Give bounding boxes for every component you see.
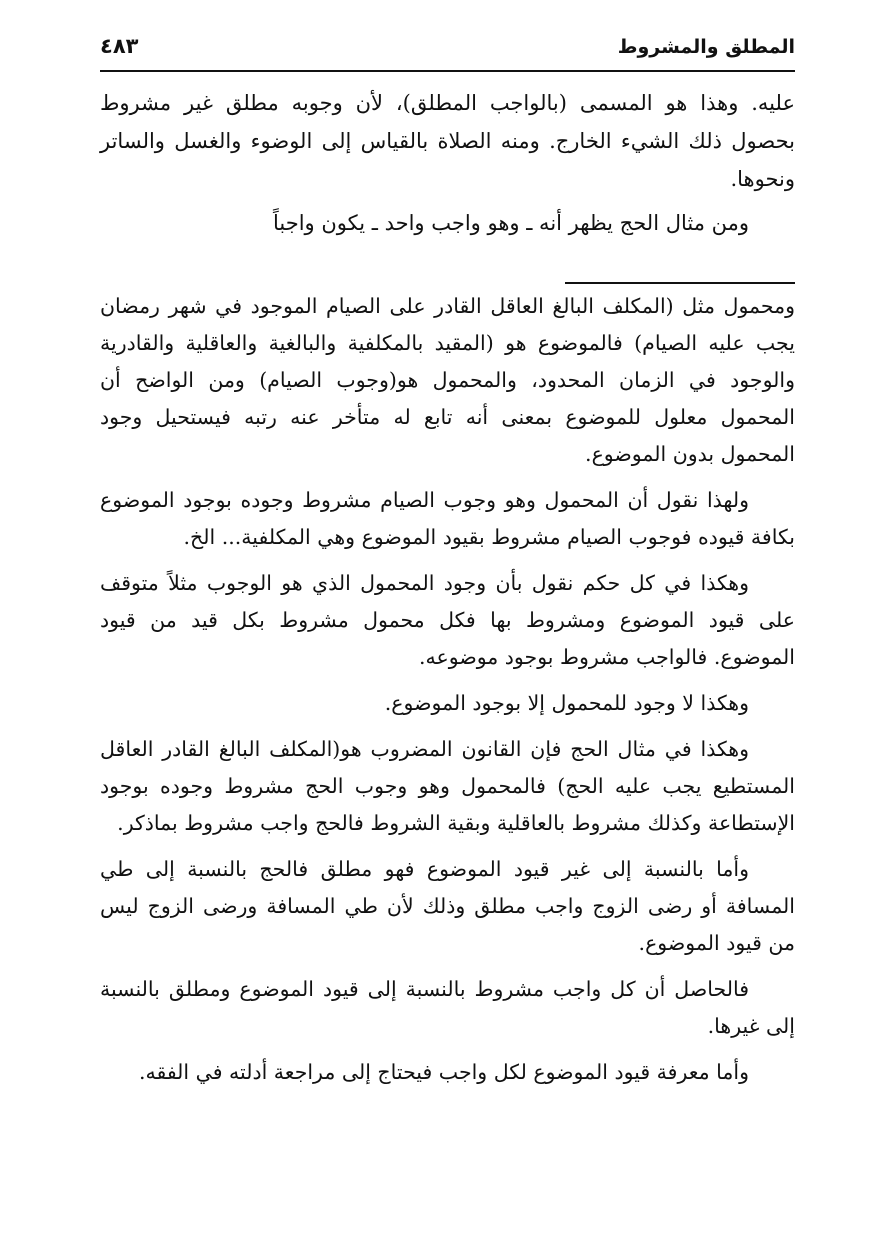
footnote-paragraph: ومحمول مثل (المكلف البالغ العاقل القادر على الصيام الموجود في شهر رمضان يجب عليه الصيام) فالموضوع هو (المقيد بالمكلفية والبالغية والعاقلية والقادرية والوجود في الزمان المحدود، والمحمول هو(وجوب الصيام) ومن الواضح أن المحمول معلول للموضوع بمعنى أنه تابع له متأخر عنه رتبه فيستحيل وجود المحمول بدون الموضوع. [100,294,795,466]
footnote-paragraph: ولهذا نقول أن المحمول وهو وجوب الصيام مشروط وجوده بوجود الموضوع بكافة قيوده فوجوب الصيام مشروط بقيود الموضوع وهي المكلفية... الخ. [100,488,795,549]
footnote-paragraph: وأما بالنسبة إلى غير قيود الموضوع فهو مطلق فالحج بالنسبة إلى طي المسافة أو رضى الزوج واجب مطلق وذلك لأن طي المسافة ورضى الزوج ليس من قيود الموضوع. [100,857,795,955]
main-paragraph: ومن مثال الحج يظهر أنه ـ وهو واجب واحد ـ يكون واجباً [273,211,749,235]
footnote-paragraph: وأما معرفة قيود الموضوع لكل واجب فيحتاج إلى مراجعة أدلته في الفقه. [138,1060,749,1084]
page-header [100,30,795,64]
main-paragraph: عليه. وهذا هو المسمى (بالواجب المطلق)، لأن وجوبه مطلق غير مشروط بحصول ذلك الشيء الخارج. ومنه الصلاة بالقياس إلى الوضوء والغسل والساتر ونحوها. [100,91,795,191]
footnote-separator [565,282,795,284]
header-rule [100,70,795,72]
running-title: المطلق والمشروط [617,36,795,58]
footnote-paragraph: وهكذا في مثال الحج فإن القانون المضروب هو(المكلف البالغ القادر العاقل المستطيع يجب عليه الحج) فالمحمول وهو وجوب الحج مشروط وجوده بوجود الإستطاعة وكذلك مشروط بالعاقلية وبقية الشروط فالحج واجب مشروط بماذكر. [100,737,795,835]
page-number: ٤٨٣ [100,34,139,58]
footnote-section [100,288,795,1091]
footnote-paragraph: فالحاصل أن كل واجب مشروط بالنسبة إلى قيود الموضوع ومطلق بالنسبة إلى غيرها. [100,977,795,1038]
footnote-paragraph: وهكذا لا وجود للمحمول إلا بوجود الموضوع. [384,691,749,715]
footnote-paragraph: وهكذا في كل حكم نقول بأن وجود المحمول الذي هو الوجوب مثلاً متوقف على قيود الموضوع ومشروط بها فكل محمول مشروط بكل قيد من قيود الموضوع. فالواجب مشروط بوجود موضوعه. [100,571,795,669]
main-text [100,84,795,242]
